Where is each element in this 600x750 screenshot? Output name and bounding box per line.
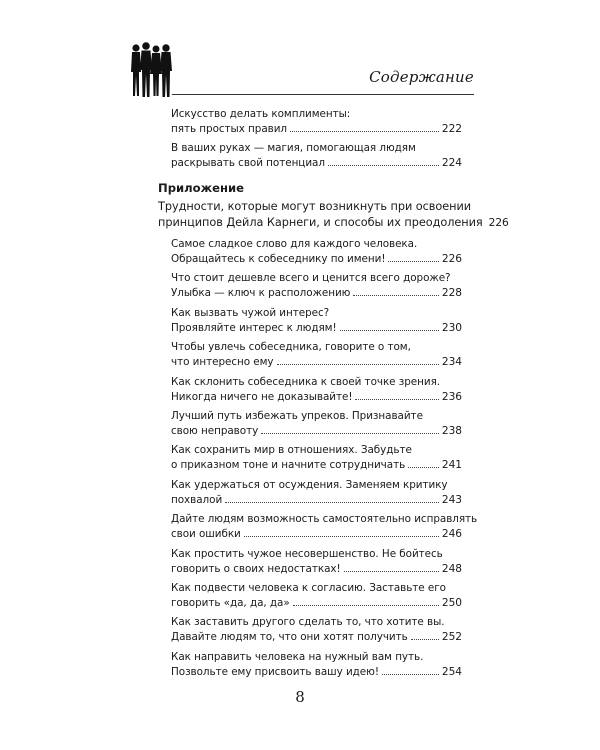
toc-entry-line: Давайте людям то, что они хотят получить <box>171 631 408 644</box>
toc-page-number: 248 <box>441 562 462 575</box>
dot-leader <box>290 122 439 132</box>
toc-entry <box>171 306 462 336</box>
toc-page-number: 250 <box>441 597 462 609</box>
toc-entry <box>171 409 462 439</box>
header-rule <box>172 94 474 95</box>
toc-entry-line: пять простых правил <box>171 123 288 135</box>
toc-entry-line: Искусство делать комплименты: <box>171 108 351 120</box>
dot-leader <box>355 390 438 400</box>
toc-page-number: 234 <box>441 356 462 369</box>
toc-page-number: 226 <box>441 253 462 265</box>
toc-entry-line: Проявляйте интерес к людям! <box>171 321 337 334</box>
toc-entry-line: Как склонить собеседника к своей точке зрения. <box>171 375 441 388</box>
toc-entry <box>171 615 462 645</box>
appendix-heading: Приложение <box>158 181 244 195</box>
toc-entry-line: Дайте людям возможность самостоятельно исправлять <box>171 513 478 526</box>
toc-page-number: 226 <box>488 217 509 229</box>
page-header <box>0 0 600 100</box>
toc-entry-line: Лучший путь избежать упреков. Признавайте <box>171 410 423 422</box>
toc-entry-line: Как удержаться от осуждения. Заменяем критику <box>171 478 448 491</box>
toc-entry-line: Позвольте ему присвоить вашу идею! <box>171 665 379 678</box>
toc-page-number: 243 <box>441 493 462 506</box>
dot-leader <box>244 527 439 537</box>
toc-entry-line: Трудности, которые могут возникнуть при освоении <box>158 200 472 213</box>
toc-entry <box>171 375 462 405</box>
page-number: 8 <box>295 688 305 706</box>
toc-entry-line: Как направить человека на нужный вам путь. <box>171 650 424 663</box>
dot-leader <box>411 630 439 640</box>
dot-leader <box>293 596 439 606</box>
toc-entry-line: Как простить чужое несовершенство. Не бойтесь <box>171 547 443 560</box>
toc-entry-line: Что стоит дешевле всего и ценится всего дороже? <box>171 272 451 285</box>
toc-page-number: 238 <box>441 425 462 437</box>
toc-entry-line: Как сохранить мир в отношениях. Забудьте <box>171 444 412 457</box>
toc-page-number: 230 <box>441 321 462 334</box>
toc-entry <box>171 340 462 370</box>
toc-page-number: 254 <box>441 665 462 678</box>
toc-entry <box>171 478 462 508</box>
toc-entry-line: Никогда ничего не доказывайте! <box>171 390 353 403</box>
toc-entry-line: Чтобы увлечь собеседника, говорите о том, <box>171 341 411 354</box>
toc-page-number: 241 <box>441 459 462 472</box>
dot-leader <box>344 562 439 572</box>
toc-entry-line: Как подвести человека к согласию. Заставьте его <box>171 582 446 594</box>
dot-leader <box>353 286 439 296</box>
dot-leader <box>277 355 439 365</box>
toc-entry <box>171 512 478 542</box>
section-title: Содержание <box>369 68 474 86</box>
toc-entry-line: свои ошибки <box>171 528 241 541</box>
toc-page-number: 228 <box>441 287 462 300</box>
toc-entry-line: похвалой <box>171 493 223 506</box>
toc-entry <box>171 107 462 137</box>
toc-page-number: 224 <box>441 157 462 169</box>
dot-leader <box>261 424 439 434</box>
toc-entry-line: говорить о своих недостатках! <box>171 562 341 575</box>
toc-entry-line: раскрывать свой потенциал <box>171 157 325 169</box>
toc-entry-line: говорить «да, да, да» <box>171 597 290 609</box>
toc-entry-line: свою неправоту <box>171 425 259 437</box>
toc-page-number: 222 <box>441 123 462 135</box>
dot-leader <box>225 493 439 503</box>
business-people-silhouettes-icon <box>128 42 174 98</box>
toc-entry-line: Улыбка — ключ к расположению <box>171 287 351 300</box>
toc-entry <box>171 141 462 171</box>
toc-entry-line: Самое сладкое слово для каждого человека. <box>171 238 418 250</box>
dot-leader <box>340 321 439 331</box>
toc-entry <box>171 443 462 473</box>
toc-page-number: 252 <box>441 631 462 644</box>
toc-entry-line: Как заставить другого сделать то, что хотите вы. <box>171 616 445 629</box>
toc-entry-line: В ваших руках — магия, помогающая людям <box>171 142 416 154</box>
dot-leader <box>328 156 439 166</box>
dot-leader <box>388 252 438 262</box>
toc-entry-line: Обращайтесь к собеседнику по имени! <box>171 253 386 265</box>
toc-entry-line: принципов Дейла Карнеги, и способы их преодоления <box>158 216 483 229</box>
toc-entry <box>171 271 462 301</box>
dot-leader <box>382 665 439 675</box>
toc-entry <box>171 650 462 680</box>
dot-leader <box>408 458 439 468</box>
toc-entry-line: что интересно ему <box>171 356 274 369</box>
toc-page-number: 236 <box>441 390 462 403</box>
toc-entry <box>171 237 462 267</box>
toc-entry <box>171 581 462 611</box>
toc-main-entry <box>158 199 509 231</box>
toc-entry-line: Как вызвать чужой интерес? <box>171 306 330 319</box>
toc-page-number: 246 <box>441 528 462 541</box>
toc-entry <box>171 547 462 577</box>
toc-entry-line: о приказном тоне и начните сотрудничать <box>171 459 406 472</box>
